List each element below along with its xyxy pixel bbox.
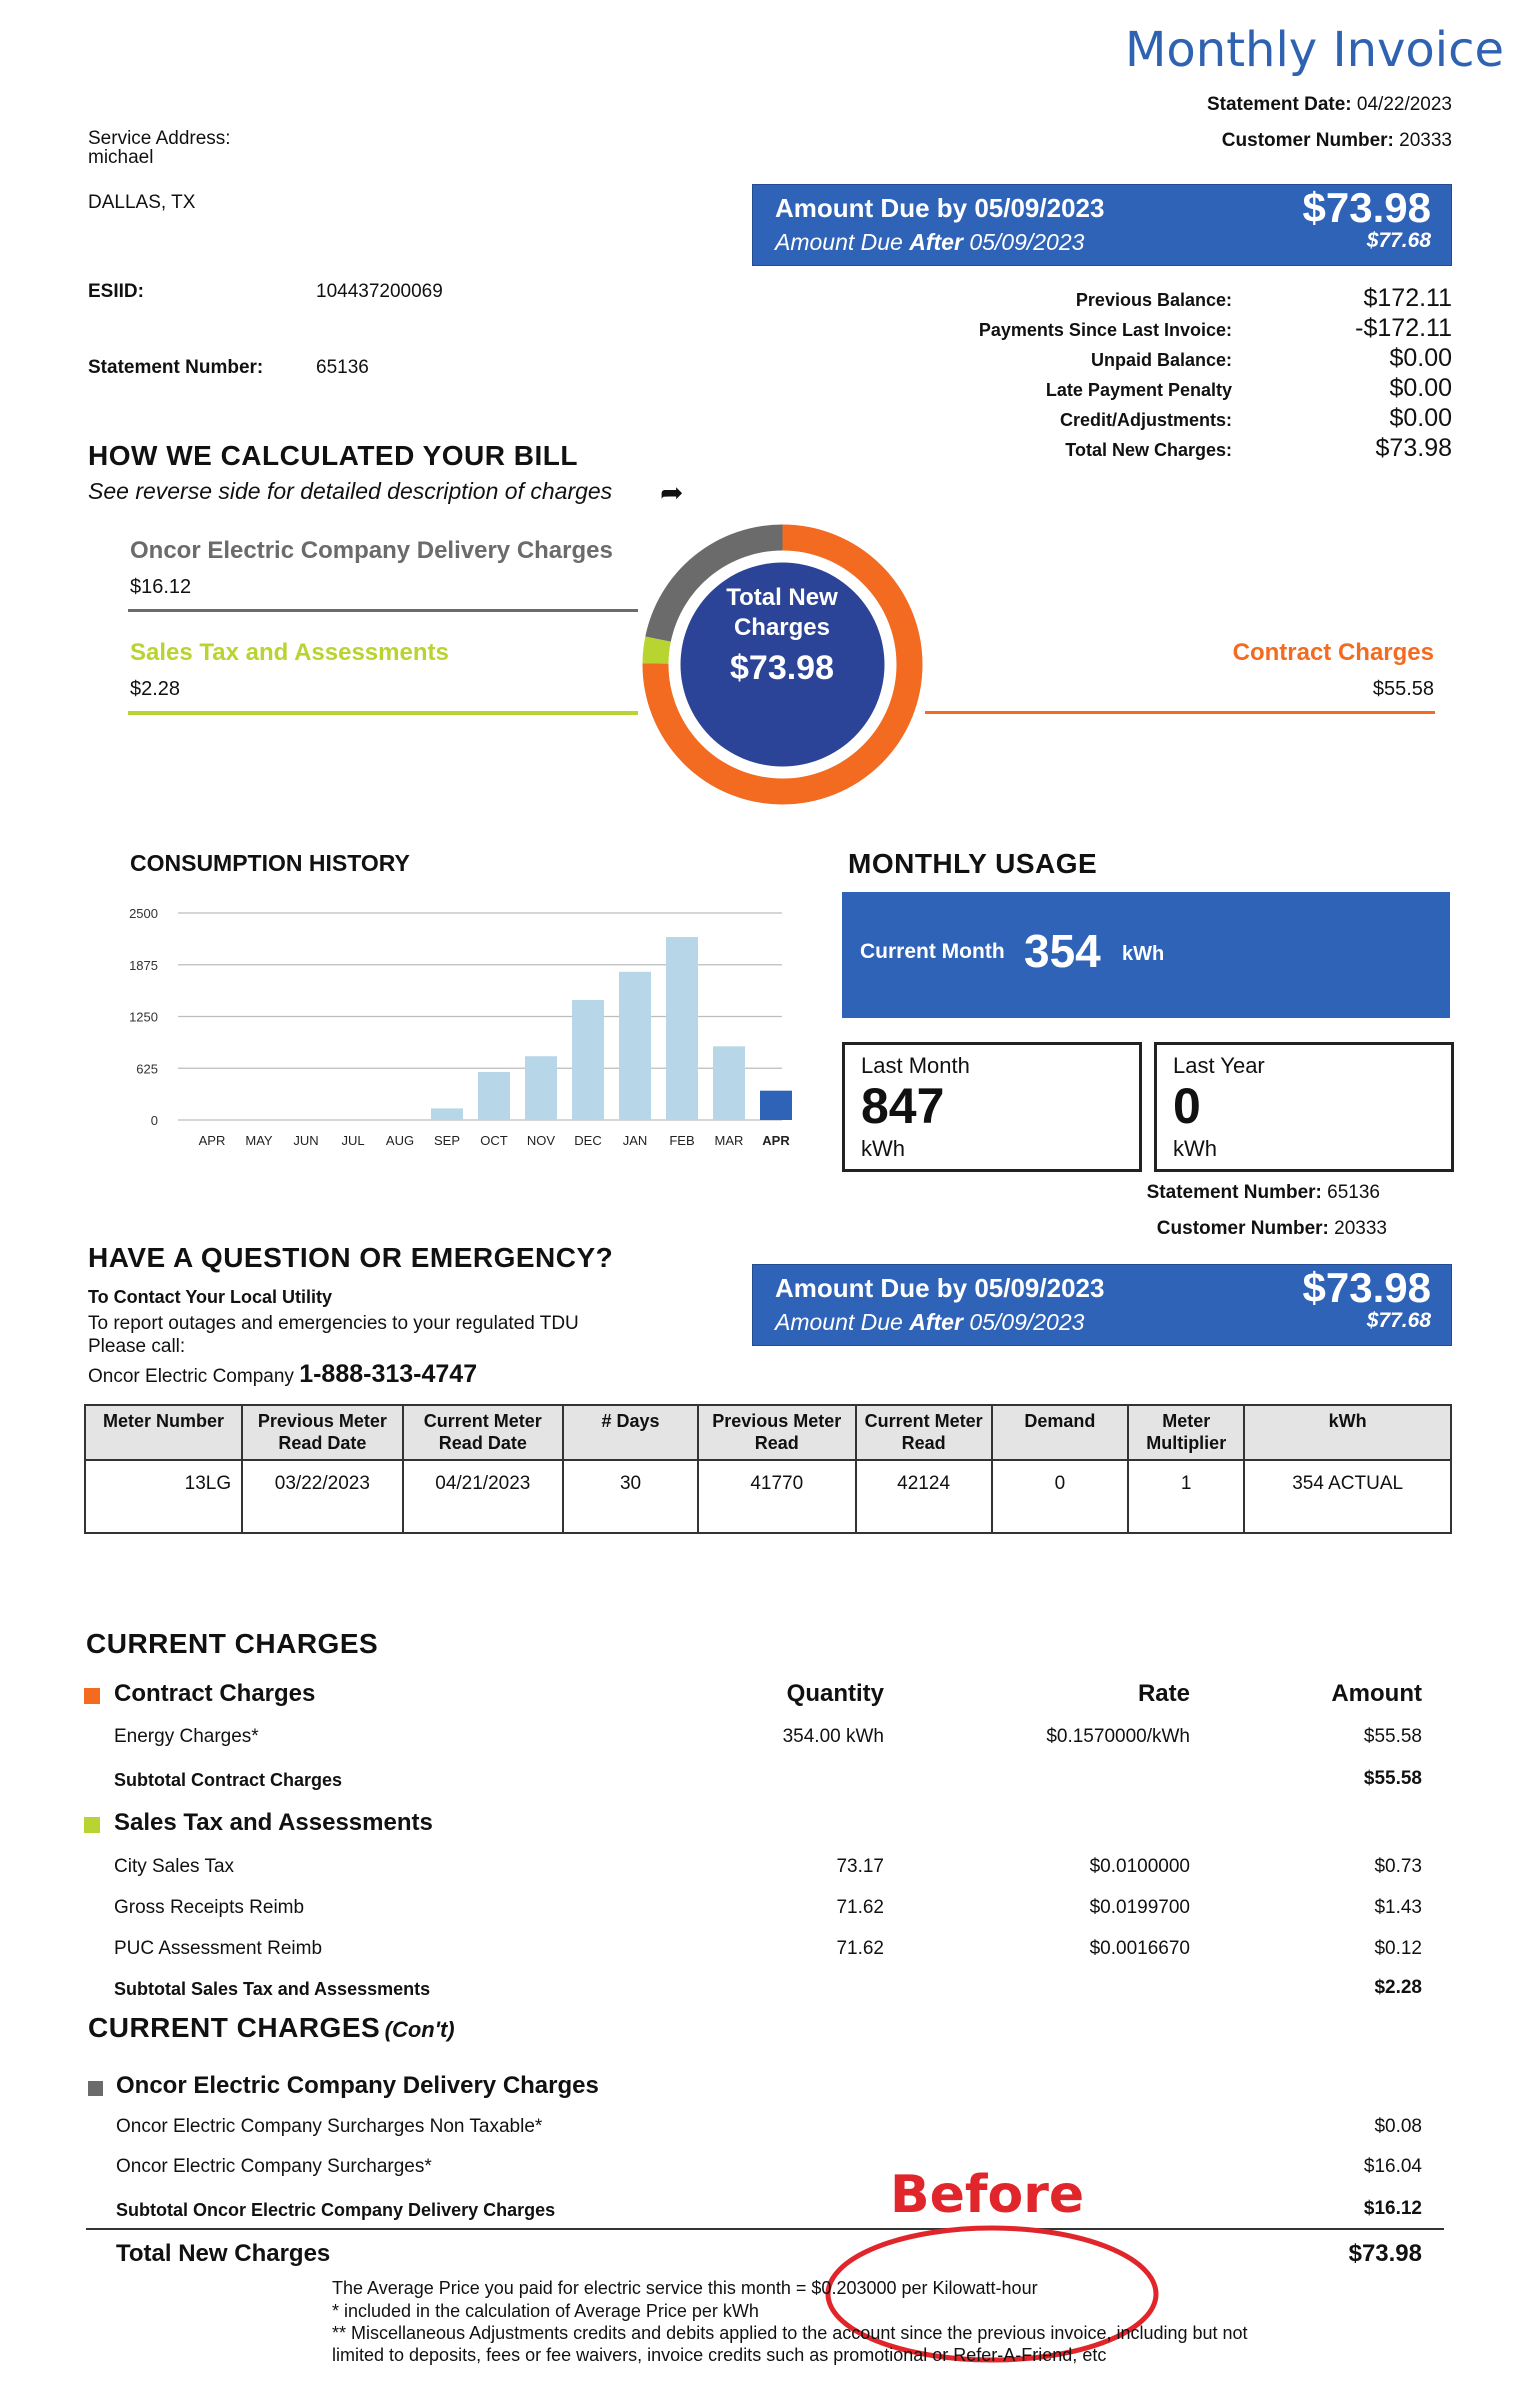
current-month-value: 354	[1024, 925, 1101, 977]
y-tick-label: 0	[150, 1113, 158, 1128]
contract-bullet	[84, 1688, 100, 1704]
tax-row-rate: $0.0199700	[1089, 1897, 1190, 1918]
statement-date-value: 04/22/2023	[1356, 94, 1452, 115]
tax-row-rate: $0.0016670	[1089, 1938, 1190, 1959]
esiid-value: 104437200069	[316, 281, 443, 302]
last-year-label: Last Year	[1173, 1053, 1265, 1078]
subtotal-tax: $2.28	[1374, 1977, 1422, 1998]
calc-subheading: See reverse side for detailed description of charges	[88, 478, 613, 504]
esiid-label: ESIID:	[88, 281, 144, 302]
amount-due-2-label: Amount Due by 05/09/2023	[775, 1273, 1105, 1303]
meter-col-header: Demand	[992, 1405, 1128, 1460]
x-tick-label: APR	[762, 1133, 790, 1148]
energy-charges-label: Energy Charges*	[114, 1726, 259, 1747]
x-tick-label: JUN	[293, 1133, 319, 1148]
tax-bullet	[84, 1817, 100, 1833]
statement-number-2	[780, 1182, 1380, 1204]
amount-due-box-2	[752, 1264, 1452, 1346]
rate-col-header: Rate	[1137, 1680, 1190, 1707]
subtotal-tax-label: Subtotal Sales Tax and Assessments	[114, 1979, 431, 1999]
y-tick-label: 1250	[129, 1009, 158, 1025]
oncor-charges-label: Oncor Electric Company Delivery Charges	[130, 537, 613, 564]
y-tick-label: 1875	[129, 957, 158, 973]
avg-price-value: = $0.203000 per Kilowatt-hour	[795, 2278, 1038, 2298]
current-month-label: Current Month	[860, 940, 1005, 963]
meter-col-header: Meter Multiplier	[1128, 1405, 1244, 1460]
oncor-row-amount: $16.04	[1363, 2156, 1422, 2177]
usage-heading: MONTHLY USAGE	[848, 848, 1098, 879]
energy-amount: $55.58	[1363, 1726, 1422, 1747]
energy-qty: 354.00 kWh	[782, 1726, 884, 1747]
tax-value: $2.28	[130, 678, 181, 700]
bar-mar	[713, 1046, 745, 1120]
balance-label: Late Payment Penalty	[1045, 380, 1232, 400]
balance-value: -$172.11	[1355, 314, 1452, 342]
balance-row	[860, 374, 1452, 404]
balance-row	[860, 284, 1452, 314]
oncor-charges-value: $16.12	[130, 576, 192, 598]
statement-number-value: 65136	[316, 357, 369, 378]
tax-row-label: Gross Receipts Reimb	[114, 1897, 305, 1918]
customer-number-2-label: Customer Number:	[1156, 1218, 1329, 1239]
bar-apr	[760, 1091, 792, 1120]
footnote-star2b: limited to deposits, fees or fee waivers, invoice credits such as promotional or Refer-A-Friend, etc	[332, 2345, 1107, 2365]
tax-line	[128, 711, 638, 715]
meter-cell: 03/22/2023	[242, 1460, 402, 1533]
amount-due-value: $73.98	[1302, 184, 1431, 231]
meter-cell: 04/21/2023	[403, 1460, 563, 1533]
tax-charges-heading: Sales Tax and Assessments	[114, 1809, 433, 1836]
share-arrow-icon: ➦	[660, 477, 684, 508]
donut-center-text	[662, 583, 902, 687]
subtotal-contract-label: Subtotal Contract Charges	[114, 1770, 343, 1790]
balance-value: $0.00	[1389, 344, 1452, 372]
meter-cell: 354 ACTUAL	[1244, 1460, 1451, 1533]
subtotal-oncor-label: Subtotal Oncor Electric Company Delivery Charges	[116, 2200, 556, 2220]
tax-row-qty: 71.62	[836, 1938, 884, 1959]
statement-date-label: Statement Date:	[1206, 94, 1352, 115]
donut-tax-segment	[656, 639, 659, 663]
last-year-box	[1154, 1042, 1454, 1172]
subtotal-oncor: $16.12	[1363, 2198, 1422, 2219]
last-year-unit: kWh	[1173, 1136, 1217, 1161]
contract-value: $55.58	[1372, 678, 1434, 700]
meter-col-header: kWh	[1244, 1405, 1451, 1460]
total-label: Total New Charges	[116, 2240, 331, 2267]
tax-row-label: City Sales Tax	[114, 1856, 235, 1877]
amount-due-2-after-value: $77.68	[1366, 1309, 1431, 1332]
x-tick-label: MAY	[245, 1133, 273, 1148]
tax-row-rate: $0.0100000	[1089, 1856, 1190, 1877]
oncor-row-amount: $0.08	[1374, 2116, 1422, 2137]
meter-cell: 30	[563, 1460, 698, 1533]
customer-number-2-value: 20333	[1334, 1218, 1387, 1239]
chart-svg	[100, 880, 800, 1170]
quantity-col-header: Quantity	[786, 1680, 884, 1707]
x-tick-label: AUG	[385, 1133, 415, 1148]
bar-sep	[431, 1108, 463, 1120]
oncor-charges-heading: Oncor Electric Company Delivery Charges	[116, 2072, 599, 2099]
utility-phone[interactable]: 1-888-313-4747	[299, 1360, 478, 1388]
question-phone-line	[88, 1360, 477, 1389]
x-tick-label: JAN	[622, 1133, 648, 1148]
tax-row-label: PUC Assessment Reimb	[114, 1938, 323, 1959]
chart-title: CONSUMPTION HISTORY	[130, 850, 410, 876]
consumption-chart	[100, 880, 800, 1170]
tax-row-amount: $0.12	[1374, 1938, 1422, 1959]
oncor-bullet	[88, 2081, 103, 2096]
service-name: michael	[88, 147, 154, 168]
charges-cont-heading: CURRENT CHARGES (Con't)	[88, 2012, 455, 2043]
customer-number-value: 20333	[1399, 130, 1452, 151]
bar-feb	[666, 937, 698, 1120]
amount-due-2-after-label: Amount Due After 05/09/2023	[775, 1309, 1085, 1335]
utility-company: Oncor Electric Company	[88, 1366, 294, 1387]
amount-col-header: Amount	[1331, 1680, 1422, 1707]
oncor-row-label: Oncor Electric Company Surcharges Non Taxable*	[116, 2116, 543, 2137]
bar-nov	[525, 1056, 557, 1120]
balance-row	[860, 344, 1452, 374]
y-tick-label: 625	[136, 1061, 158, 1077]
oncor-row-label: Oncor Electric Company Surcharges*	[116, 2156, 432, 2177]
tax-label: Sales Tax and Assessments	[130, 639, 449, 666]
energy-rate: $0.1570000/kWh	[1046, 1726, 1190, 1747]
meter-cell: 13LG	[85, 1460, 242, 1533]
y-tick-label: 2500	[129, 906, 158, 921]
donut-line1: Total New	[726, 584, 838, 611]
tax-row-qty: 71.62	[836, 1897, 884, 1918]
balance-value: $73.98	[1375, 434, 1452, 462]
meter-col-header: Previous Meter Read Date	[242, 1405, 402, 1460]
meter-col-header: # Days	[563, 1405, 698, 1460]
balance-row	[860, 434, 1452, 464]
oncor-line	[128, 609, 638, 612]
meter-cell: 42124	[856, 1460, 992, 1533]
calc-heading: HOW WE CALCULATED YOUR BILL	[88, 440, 578, 471]
service-city: DALLAS, TX	[88, 192, 196, 213]
x-tick-label: OCT	[480, 1133, 508, 1148]
page-title: Monthly Invoice	[1125, 22, 1505, 78]
service-address-label: Service Address:	[88, 128, 231, 149]
meter-table	[84, 1404, 1452, 1534]
contract-charges-heading: Contract Charges	[114, 1680, 316, 1707]
question-line1: To report outages and emergencies to your regulated TDU	[88, 1313, 579, 1334]
meter-col-header: Current Meter Read Date	[403, 1405, 563, 1460]
avg-price-prefix: The Average Price you paid for electric service this month	[332, 2278, 791, 2298]
x-tick-label: APR	[198, 1133, 226, 1148]
balance-value: $172.11	[1363, 284, 1452, 312]
customer-number-2	[787, 1218, 1387, 1240]
x-tick-label: DEC	[574, 1133, 602, 1148]
statement-number-2-label: Statement Number:	[1146, 1182, 1322, 1203]
amount-due-label: Amount Due by 05/09/2023	[775, 193, 1105, 223]
bar-jan	[619, 972, 651, 1120]
last-month-box	[842, 1042, 1142, 1172]
current-month-unit: kWh	[1122, 943, 1165, 965]
last-month-label: Last Month	[861, 1053, 970, 1078]
tax-row-amount: $1.43	[1374, 1897, 1422, 1918]
x-tick-label: NOV	[526, 1133, 556, 1148]
tax-row-amount: $0.73	[1374, 1856, 1422, 1877]
avg-price-line	[332, 2278, 1038, 2299]
balance-label: Unpaid Balance:	[1090, 350, 1232, 370]
contract-label: Contract Charges	[1232, 639, 1434, 666]
meter-col-header: Previous Meter Read	[698, 1405, 856, 1460]
total-divider	[86, 2228, 1444, 2230]
x-tick-label: SEP	[433, 1133, 461, 1148]
question-line2: Please call:	[88, 1336, 186, 1357]
balance-value: $0.00	[1389, 404, 1452, 432]
statement-number-2-value: 65136	[1327, 1182, 1380, 1203]
balance-label: Payments Since Last Invoice:	[978, 320, 1232, 340]
balance-row	[860, 404, 1452, 434]
amount-due-box	[752, 184, 1452, 266]
charges-heading: CURRENT CHARGES	[86, 1628, 379, 1659]
meter-cell: 41770	[698, 1460, 856, 1533]
amount-due-2-value: $73.98	[1302, 1264, 1431, 1311]
question-contact: To Contact Your Local Utility	[88, 1287, 333, 1307]
amount-due-after-value: $77.68	[1366, 229, 1431, 252]
contract-line	[925, 711, 1435, 714]
last-month-value: 847	[861, 1078, 945, 1134]
current-month-box	[842, 892, 1450, 1018]
meter-col-header: Meter Number	[85, 1405, 242, 1460]
customer-number-label: Customer Number:	[1221, 130, 1394, 151]
before-annotation: Before	[890, 2165, 1085, 2225]
last-month-unit: kWh	[861, 1136, 905, 1161]
balance-row	[860, 314, 1452, 344]
amount-due-after-label: Amount Due After 05/09/2023	[775, 229, 1085, 255]
balance-label: Credit/Adjustments:	[1059, 410, 1232, 430]
meter-cell: 0	[992, 1460, 1128, 1533]
customer-number	[852, 130, 1452, 152]
question-heading: HAVE A QUESTION OR EMERGENCY?	[88, 1242, 614, 1273]
balance-label: Previous Balance:	[1075, 290, 1232, 310]
donut-line2: Charges	[733, 614, 831, 641]
balance-label: Total New Charges:	[1065, 440, 1232, 460]
last-year-value: 0	[1173, 1078, 1201, 1134]
footnote-star1: * included in the calculation of Average Price per kWh	[332, 2301, 759, 2321]
meter-col-header: Current Meter Read	[856, 1405, 992, 1460]
x-tick-label: JUL	[341, 1133, 365, 1148]
x-tick-label: MAR	[714, 1133, 744, 1148]
donut-amount: $73.98	[730, 649, 834, 687]
statement-date	[852, 94, 1452, 116]
subtotal-contract: $55.58	[1363, 1768, 1422, 1789]
meter-cell: 1	[1128, 1460, 1244, 1533]
total-value: $73.98	[1348, 2240, 1422, 2267]
tax-row-qty: 73.17	[836, 1856, 884, 1877]
footnote-star2: ** Miscellaneous Adjustments credits and debits applied to the account since the previous invoice, including but not	[332, 2323, 1248, 2343]
balance-value: $0.00	[1389, 374, 1452, 402]
bar-oct	[478, 1072, 510, 1120]
x-tick-label: FEB	[669, 1133, 695, 1148]
bar-dec	[572, 1000, 604, 1120]
statement-number-label: Statement Number:	[88, 357, 264, 378]
